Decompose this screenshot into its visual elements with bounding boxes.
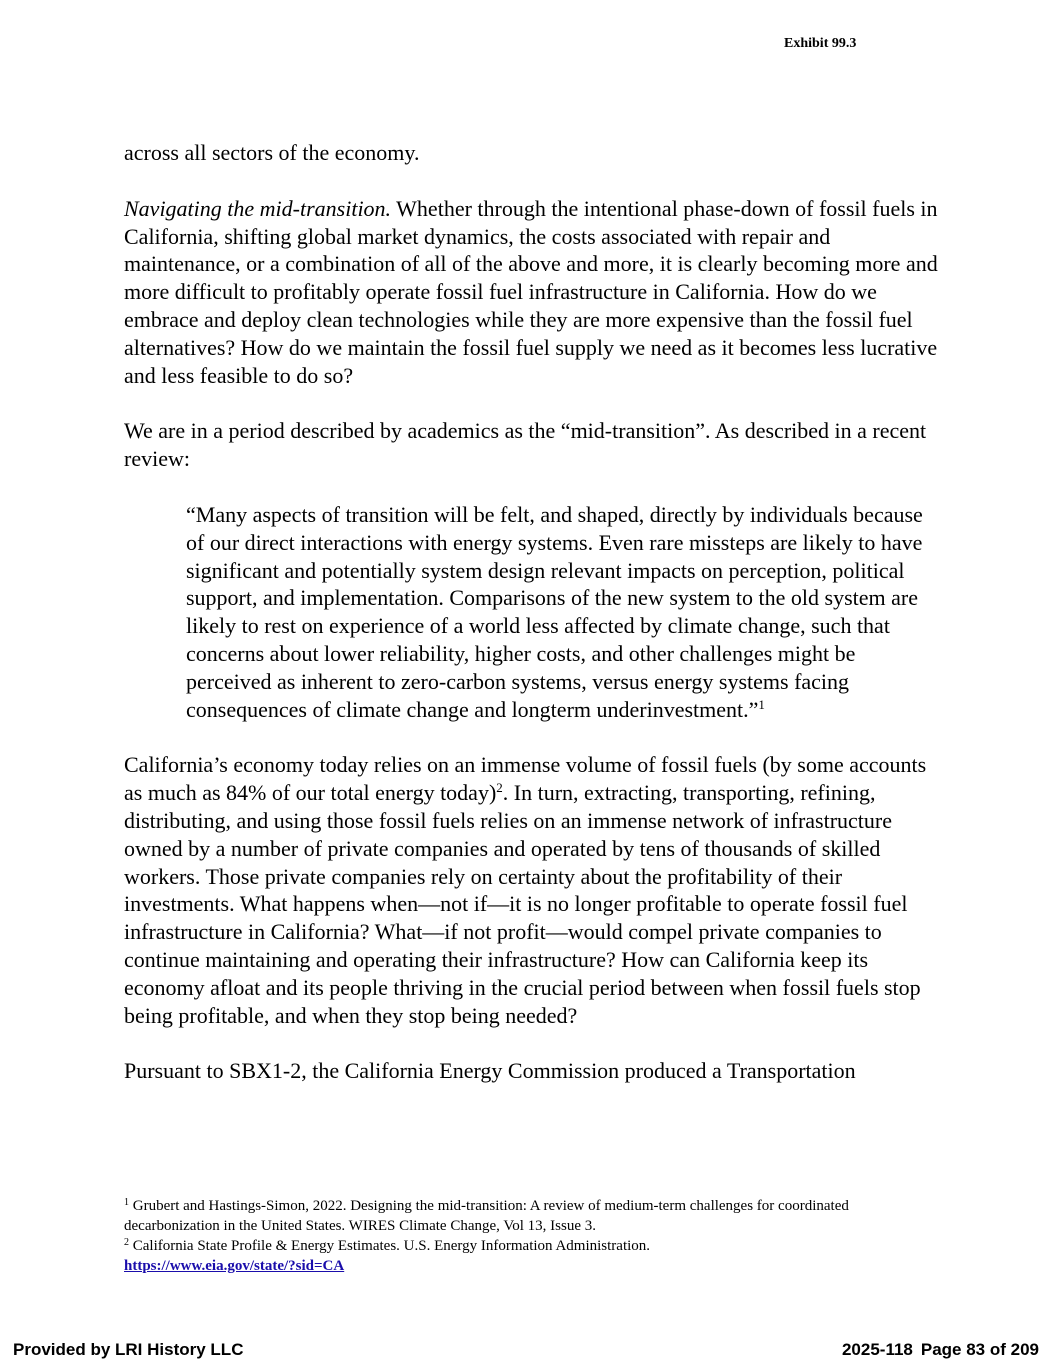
paragraph-text: . In turn, extracting, transporting, refining, distributing, and using those fossil fuels relies on an immense network of infrastructure owned by a number of private companies and operated by tens of thousands of skilled workers. Those private companies rely on certainty about the profitability of their investments. What happens when—not if—it is no longer profitable to operate fossil fuel infrastructure in California? What—if not profit—would compel private companies to continue maintaining and operating their infrastructure? How can California keep its economy afloat and its people thriving in the crucial period between when fossil fuels stop being profitable, and when they stop being needed? bbox=[124, 780, 921, 1028]
footnote-number: 2 bbox=[124, 1237, 129, 1248]
paragraph-text: Whether through the intentional phase-down of fossil fuels in California, shifting global market dynamics, the costs associated with repair and maintenance, or a combination of all of the above and more, it is clearly becoming more and more difficult to profitably operate fossil fuel infrastructure in California. How do we embrace and deploy clean technologies while they are more expensive than the fossil fuel alternatives? How do we maintain the fossil fuel supply we need as it becomes less lucrative and less feasible to do so? bbox=[124, 195, 938, 388]
footnote-text: California State Profile & Energy Estimates. U.S. Energy Information Administration. bbox=[132, 1238, 651, 1254]
page-info bbox=[834, 1340, 1039, 1360]
footnote-number: 1 bbox=[124, 1197, 129, 1208]
document-id: 2025-118 bbox=[841, 1340, 913, 1359]
provider-label: Provided by LRI History LLC bbox=[13, 1340, 244, 1359]
page-number: Page 83 of 209 bbox=[920, 1340, 1039, 1359]
footnote-ref-2[interactable]: 2 bbox=[496, 780, 503, 796]
footnote-text: Grubert and Hastings-Simon, 2022. Designing the mid-transition: A review of medium-term challenges for coordinated decarbonization in the United States. WIRES Climate Change, Vol 13, Issue 3. bbox=[124, 1198, 849, 1234]
eia-link[interactable]: https://www.eia.gov/state/?sid=CA bbox=[124, 1258, 345, 1274]
page-footer bbox=[13, 1340, 1039, 1360]
paragraph-economy bbox=[124, 751, 939, 1029]
paragraph-period: We are in a period described by academics as the “mid-transition”. As described in a recent review: bbox=[124, 418, 927, 472]
footnote-1 bbox=[124, 1196, 924, 1236]
footnote-2 bbox=[124, 1236, 924, 1276]
quote-text: “Many aspects of transition will be felt, and shaped, directly by individuals because of our direct interactions with energy systems. Even rare missteps are likely to have significant and potentially system design relevant impacts on perception, political support, and implementation. Comparisons of the new system to the old system are likely to rest on experience of a world less affected by climate change, such that concerns about lower reliability, higher costs, and other challenges might be perceived as inherent to zero-carbon systems, versus energy systems facing consequences of climate change and longterm underinvestment.” bbox=[186, 501, 923, 722]
block-quote bbox=[186, 501, 939, 723]
paragraph-mid-transition bbox=[124, 195, 939, 390]
paragraph-continuation: across all sectors of the economy. bbox=[124, 140, 420, 165]
exhibit-label: Exhibit 99.3 bbox=[784, 36, 857, 51]
paragraph-sbx1-2: Pursuant to SBX1-2, the California Energy Commission produced a Transportation bbox=[124, 1058, 856, 1084]
document-body bbox=[124, 139, 939, 1113]
footnote-ref-1[interactable]: 1 bbox=[758, 696, 765, 712]
section-heading: Navigating the mid-transition. bbox=[124, 195, 392, 221]
footnotes bbox=[124, 1196, 924, 1276]
paragraph-text: California’s economy today relies on an immense volume of fossil fuels (by some accounts as much as 84% of our total energy today) bbox=[124, 752, 927, 806]
